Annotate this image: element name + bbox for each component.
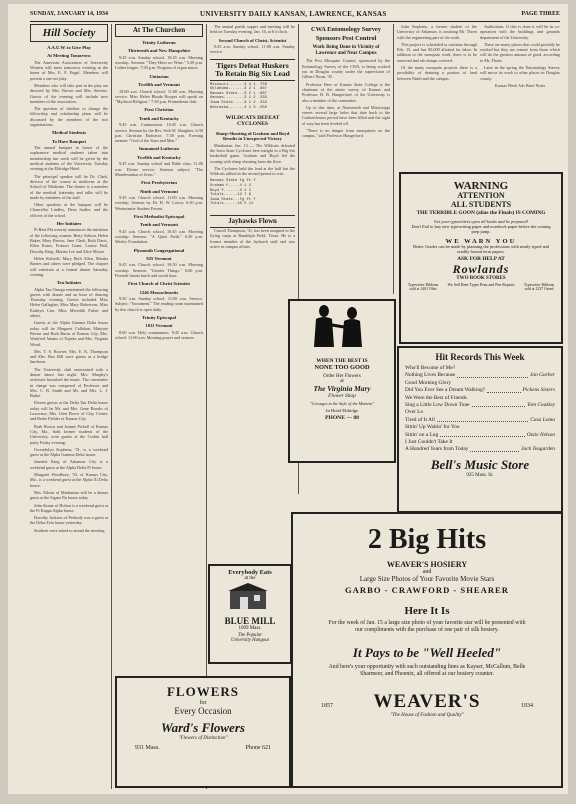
cwa-headline: CWA Entomology Survey — [311, 26, 381, 33]
record-artist: Jan Garber — [529, 372, 555, 379]
leader-dots — [472, 402, 525, 407]
record-song: Sittin' on a Log — [405, 431, 439, 438]
church-name: First Methodist Episcopal — [133, 213, 185, 219]
record-artist: Pickens Sisters — [522, 387, 555, 394]
church-name: Immanuel Lutheran — [139, 146, 179, 152]
society-subhead: Her Initiates — [56, 221, 82, 227]
virginia-mary-ad: WHEN THE BEST IS NONE TOO GOOD Order Her Flowers at The Virginia Mary Flower Shop "Corsages in the Style of the Moment" In Hotel Eldridge PHONE — 88 — [288, 299, 396, 463]
record-artist: Tom Coakley — [526, 402, 555, 409]
record-row — [399, 365, 561, 372]
record-row — [399, 402, 561, 409]
church-name: Trinity Episcopal — [142, 314, 176, 320]
hit-records-ad: Hit Records This Week Who'll Become of Me? Nothing Lives Because Jan Garber Good Morning Glory Did You Ever See a Dream Walking? Pickens Sisters We Were the Best of Friends Sing a Little Low Down Tune Tom Coakley Over Lo Tired of It All Casa Loma Sittin' Up Waitin' for You Sittin' on a Log Ozzie Nelson I Just Couldn't Take It A Hundred Years from Today Jack Teagarden Bell's Music Store 925 Mass. St. — [397, 346, 563, 513]
church-address: Twelfth and Kentucky — [137, 154, 181, 160]
society-text: The annual banquet in honor of the sophomore medical students taken into membership last week will be given by the medical students of the University Tuesday evening at the Eldridge Hotel. The principal speaker will be Dr. Clark, director of the course in medicine at the School of Medicine. The dinner is a member of the medical fraternity and talks will be made by members of the staff. Other speakers at the banquet will be Chancellor Lindley, Dean Sudler, and the officers of the school. — [30, 145, 108, 218]
society-subhead: At Meeting Tomorrow — [47, 53, 91, 59]
record-song: Nothing Lives Because — [405, 372, 456, 379]
virginia-mary-logo: The Virginia Mary — [313, 384, 371, 393]
church-name: Trinity Lutheran — [142, 40, 176, 45]
masthead-date: SUNDAY, JANUARY 14, 1934 — [30, 11, 108, 17]
hit-records-title: Hit Records This Week — [435, 352, 525, 362]
rowlands-logo: Rowlands — [452, 262, 510, 277]
record-row — [399, 395, 561, 402]
cwa-subhead: Work Being Done in Vicinity of Lawrence and Near Campus — [312, 45, 380, 57]
record-row — [399, 424, 561, 431]
blue-mill-ad: Everybody Eats at the BLUE MILL 1009 Mass. The Popular University Hangout — [208, 564, 292, 664]
churches-header: At The Churchen — [115, 24, 203, 37]
church-address: 925 Vermont — [146, 255, 172, 261]
record-song: A Hundred Years from Today — [405, 446, 469, 453]
record-row — [399, 409, 561, 416]
masthead-page: PAGE THREE — [521, 11, 560, 17]
leader-dots — [470, 446, 519, 451]
church-address: 1246 Massachusetts — [139, 289, 179, 295]
silhouette-couple-image — [290, 301, 390, 353]
record-song: Sittin' Up Waitin' for You — [405, 424, 460, 431]
warning-ad: WARNING ATTENTION ALL STUDENTS THE TERRIBLE GOON (alias the Finals) IS COMING Get your typewriters open all books and be prepared! Don't Fail to buy new typewriting paper and notebook paper before the coming prep jump. WE WARN YOU Better Grades can be made by planning the professions with neatly typed and readily loosed term papers. ASK FOR HELP AT Rowlands TWO BOOK STORES Typewriter Ribbons sold at 1401 Ohio We Sell Rent Types Pens and Pen Repairs Typewriter Ribbons sold at 1237 Oread — [399, 172, 563, 344]
society-subhead: Ten Initiates — [56, 280, 82, 286]
two-big-hits-headline: 2 Big Hits — [367, 524, 487, 555]
church-address: Ninth and Vermont — [139, 188, 179, 194]
church-address: Twelfth and Vermont — [138, 82, 180, 88]
hill-society-header: Hill Society — [30, 24, 108, 42]
cwa-column: CWA Entomology Survey Sponsors Pest Control Work Being Done in Vicinity of Lawrence and Near Campus The Pest Mosquito Control, sponsored by the Entomology Survey of the CWA, is being worked out in Douglas county under the supervision of Gilbert Thorn, '35. Professor Beer of Kansas State College is the chairman of the entire survey of Kansas and Professor H. B. Hungerford, of the University is also a member of the committee. Up to this time, at Nineteenth and Mississippi streets several large holes that date back to the Carboniferous period have been filled and the sight of way has been leveled off. "There is no danger from mosquitoes on the campus," said Professor Hungerford. — [302, 26, 390, 139]
record-song: Did You Ever See a Dream Walking? — [405, 387, 486, 394]
record-song: Tired of It All — [405, 416, 435, 423]
leader-dots — [457, 372, 528, 377]
record-row — [399, 446, 561, 453]
record-row — [399, 380, 561, 387]
sports-column: The annual parish supper and meeting will be held on Tuesday evening, Jan. 16, at 6 o'clock. Second Church of Christ, Scientist 9:45 a.m. Sunday school. 11:00 a.m. Sunday service. Tigers Defeat Huskers To Retain Big Six Lead Missouri.......4 3 1 .750 Oklahoma.......3 2 1 .667 Kansas State...3 2 1 .667 Kansas.........3 1 2 .333 Iowa State.....3 1 2 .333 Nebraska.......4 1 3 .250 WILDCATS DEFEAT CYCLONES Sharp-Shooting of Graham and Boyd Results in Unexpected Victory Manhattan, Jan. 13 — The Wildcats defeated the Iowa State Cyclones here tonight in a Big Six basketball game. Graham and Boyd led the scoring with sharp shooting from the floor. The Cyclones held the lead at the half but the Wildcats rallied in the second period to win. Kansas State fg ft f Graham f.....4 1 2 Boyd f.......3 2 1 Totals......12 7 9 Iowa State...fg ft f Totals......10 5 11 Jayhawks Flown Carroll Thompson, '31, has been assigned to the flying corps at Randolph Field, Texas. He is a former member of the Jayhawk staff and was active in campus affairs. — [210, 24, 295, 249]
church-name: First Christian — [144, 107, 174, 113]
church-address: 1011 Vermont — [145, 323, 173, 329]
tigers-headline: Tigers Defeat Huskers — [216, 60, 289, 70]
leader-dots — [487, 387, 520, 392]
church-name: Unitarian — [149, 73, 169, 79]
society-subhead: To Have Banquet — [51, 138, 87, 144]
record-artist: Ozzie Nelson — [526, 431, 555, 438]
society-subhead: Medical Students — [51, 130, 87, 136]
records-list — [399, 365, 561, 454]
newspaper-page — [8, 4, 568, 794]
record-song: Who'll Become of Me? — [405, 365, 456, 371]
record-song: We Were the Best of Friends — [405, 394, 467, 401]
masthead-title: UNIVERSITY DAILY KANSAN, LAWRENCE, KANSAS — [200, 10, 387, 18]
wards-logo: Ward's Flowers — [161, 720, 245, 735]
tigers-headline-2: To Retain Big Six Lead — [215, 68, 290, 78]
weavers-logo: WEAVER'S — [373, 690, 481, 712]
news-column-6: Auditorium. If this is done it will be in co-operation with the buildings and grounds department of the University. There are many places that could possibly be worked but they are remote from those which will do the greatest amount of good, according to Mr. Thorn. Later in the spring the Entomology Survey will move its work to other places in Douglas county. Kansas Week Ads Brief Notes — [480, 24, 560, 88]
cwa-headline-2: Sponsors Pest Control — [315, 34, 377, 42]
wildcats-subhead: Sharp-Shooting of Graham and Boyd Results in Unexpected Victory — [215, 130, 290, 142]
jayhawks-headline: Jayhawks Flown — [210, 215, 295, 228]
leader-dots — [437, 417, 528, 422]
record-row — [399, 432, 561, 439]
society-text: Pi Beta Phi sorority announces the initiation of the following women: Betty Ashton, Helen Baker, Mary Brown, Jane Clark, Ruth Davis, Ellen Evans, Frances Grant, Louise Hall, Dorothy King, Marian Lee and Alice Moore. Helen Kidwell, Mary Beth Allen, Martha Barnes and others were pledged. The chapter will entertain at a formal dinner Saturday evening. — [30, 227, 108, 277]
wards-flowers-ad: FLOWERS for Every Occasion Ward's Flowers "Flowers of Distinction" 931 Mass. Phone 621 — [115, 676, 291, 788]
church-name: First Presbyterian — [141, 180, 177, 186]
bells-logo: Bell's Music Store — [430, 456, 530, 472]
record-artist: Jack Teagarden — [521, 446, 555, 453]
hill-society-column — [30, 24, 108, 789]
masthead — [30, 9, 560, 22]
news-column-5: John Stephens, a former student of the University of Arkansas, is assisting Mr. Thorn with the engineering part of the work. This project is scheduled to continue through Feb. 15, and has $5,000 allotted for labor. In addition to the mosquito work, there is to be removed and ash dumps covered. Of the many mosquito projects there is a possibility of draining a portion of land between Ninth and the campus. — [397, 24, 477, 81]
society-text: Alpha Tau Omega entertained the following guests with dinner and an hour of dancing Thursday evening. Guests included Miss Helen Gallagher, Miss Mary Robertson, Miss Kathryn Carr, Miss Meredith Fisher and others. Guests at the Alpha Gamma Delta house today will be Margaret Callahan, Marjorie Brown and Ruth Burns of Kansas City, Mrs. Winifred Adams of Topeka and Mrs. Virginia Wood. Mrs. T. S. Bowser, Mrs. E. K. Thompson and Mrs. Rea Hill were guests at a bridge luncheon. The University club entertained with a dinner dance last night. Mrs. Murphy's orchestra furnished the music. The committee in charge was composed of Professor and Mrs. C. B. Smith and Mr. and Mrs. L. J. Burke. Eleven guests at the Delta Tau Delta house today will be Mr. and Mrs. Gene Brooks of Lawrence, Mrs. Glen Pierce of Clay Center, and Bettie Fielder of Kansas City. Ruth Brown and Jeanne Pickell of Kansas City, Mo., both former students of the University, were guests at the Corbin hall party Friday evening. Gwendolyn Stephens, '31, is a weekend guest at the Alpha Gamma Delta house. Jeanette King of Arkansas City is a weekend guest at the Alpha Delta Pi house. Margaret Woodbury, '33, of Kansas City, Mo., is a weekend guest at the Alpha Xi Delta house. Mrs. Edwin of Manhattan will be a dinner guest at the Sigma Nu house today. John Stuntz of Holton is a weekend guest at the Pi Kappa Alpha house. Dorothy Jackson of Peabody was a guest at the Delta Zeta house yesterday. Students were asked to attend the meeting. — [30, 286, 108, 533]
churches-column: At The Churchen Trinity Lutheran Thirteenth and New Hampshire 9:45 a.m. Sunday school. 10:45 a.m. Morning worship. Sermon: "They Have no Wine." 5:30 p.m. Luther league. 7:30 p.m. Program of organ music. Unitarian Twelfth and Vermont 10:00 a.m. Church school. 11:00 a.m. Morning service. Miss Helen Rhoda Hoopes will speak on "Mythical Religion." 7:30 p.m. Promethean club. First Christian Tenth and Kentucky 9:45 a.m. Communion. 10:45 a.m. Church service. Sermon by the Rev. Seth W. Slaughter. 6:30 p.m. Christian Endeavor. 7:30 p.m. Evening sermon: "God of the Stars and Men." Immanuel Lutheran Twelfth and Kentucky 9:45 a.m. Sunday school and Bible class. 11:00 a.m. Divine service. Sermon subject: "The Manifestation of Jesus." First Presbyterian Ninth and Vermont 9:45 a.m. Church school. 11:00 a.m. Morning worship. Sermon by Dr. H. W. Lowry. 6:30 p.m. Westminster Student Forum. First Methodist Episcopal Tenth and Vermont 9:45 a.m. Church school. 10:45 a.m. Morning worship. Sermon: "A Quiet Faith." 6:30 p.m. Wesley Foundation. Plymouth Congregational 925 Vermont 9:45 a.m. Church school. 10:50 a.m. Morning worship. Sermon: "Greater Things." 6:00 p.m. Fireside forum lunch and social hour. First Church of Christ Scientist 1246 Massachusetts 9:30 a.m. Sunday school. 11:00 a.m. Service. Subject: "Sacrament." The reading room maintained by this church is open daily. Trinity Episcopal 1011 Vermont 8:00 a.m. Holy communion. 9:45 a.m. Church school. 11:00 a.m. Morning prayer and sermon. — [115, 26, 203, 341]
record-artist: Casa Loma — [530, 416, 555, 423]
record-row — [399, 387, 561, 394]
record-song: Sing a Little Low Down Tune — [405, 402, 470, 409]
society-subhead: A.A.U.W. to Give Play — [47, 45, 91, 50]
wildcats-headline: WILDCATS DEFEAT CYCLONES — [225, 115, 280, 127]
church-name: Plymouth Congregational — [133, 247, 185, 253]
church-address: Tenth and Kentucky — [138, 115, 180, 121]
record-song: I Just Couldn't Take It — [405, 439, 453, 446]
record-song: Over Lo — [405, 409, 424, 416]
church-name: First Church of Christ Scientist — [128, 281, 190, 287]
standings-table: Missouri.......4 3 1 .750 Oklahoma.......3 2 1 .667 Kansas State...3 2 1 .667 Kansas.........3 1 2 .333 Iowa State.....3 1 2 .333 Nebraska.......4 1 3 .250 — [210, 82, 267, 110]
leader-dots — [440, 432, 525, 437]
church-address: Tenth and Vermont — [139, 222, 179, 228]
blue-mill-building-image — [210, 581, 286, 611]
weavers-hosiery-ad: 2 Big Hits WEAVER'S HOSIERY and Large Size Photos of Your Favorite Movie Stars GARBO - CRAWFORD - SHEARER Here It Is For the week of Jan. 15 a large size photo of your favorite star will be presented with our compliments with the purchase of one pair of silk hosiery. It Pays to be "Well Heeled" And here's your opportunity with such outstanding lines as Kayser, McCallum, Belle Sharmeer, and Phoenix, all offered at our hosiery counter. 1857 WEAVER'S 1934 "The House of Fashion and Quality" — [291, 512, 563, 788]
record-row — [399, 372, 561, 379]
record-song: Good Morning Glory — [405, 379, 452, 386]
society-text: The American Association of University Women will meet tomorrow evening at the home of Mrs. E. F. Engel. Members will present a one-act play. Members who will take part in the play are directed by Mrs. Brown and Mrs. Stevens. Guests of the evening will include new members of the association. The question of whether to change the fellowship and scholarship plans will be discussed by the members of the two organizations. — [30, 59, 108, 128]
church-address: Thirteenth and New Hampshire — [127, 48, 191, 54]
